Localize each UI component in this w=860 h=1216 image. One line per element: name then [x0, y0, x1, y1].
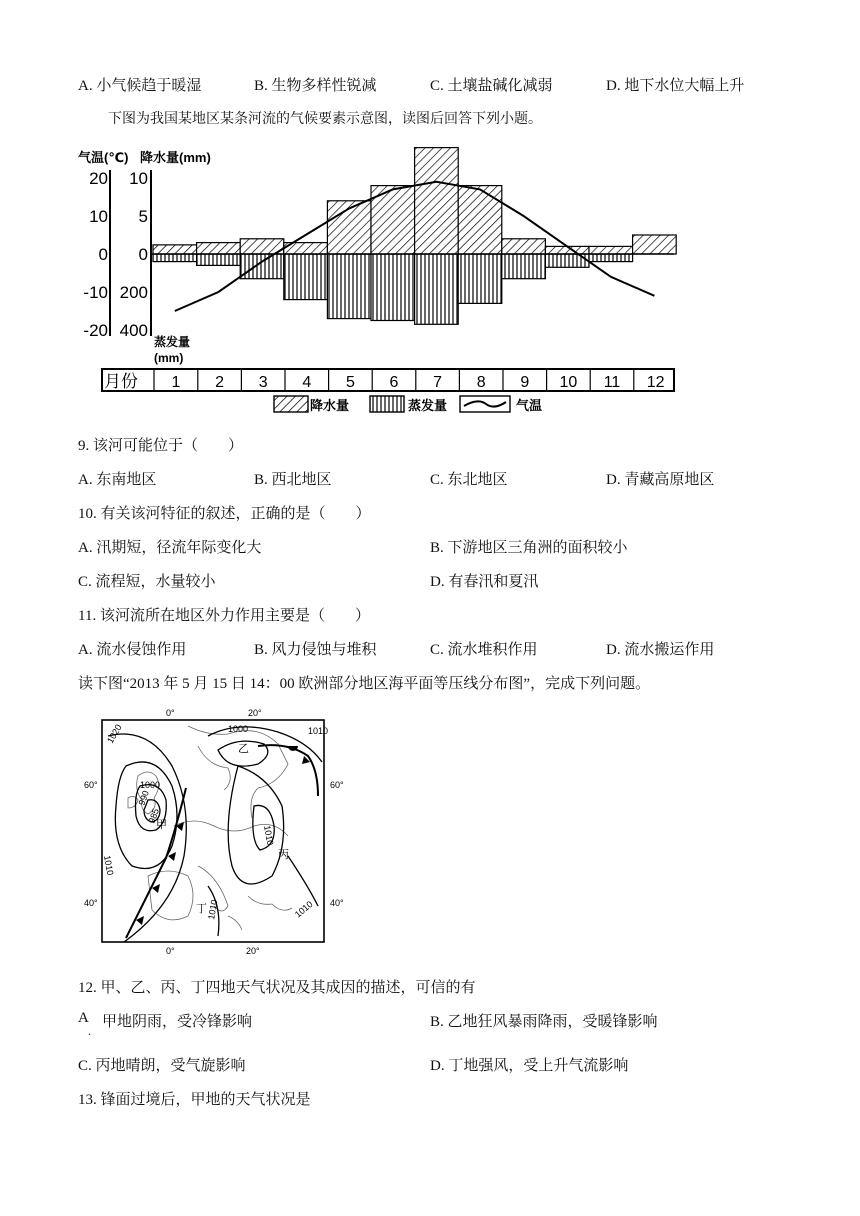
evap-unit-label: (mm)	[154, 351, 184, 365]
temp-tick: -10	[83, 283, 108, 302]
isobar-990: 990	[136, 789, 152, 807]
q10-option-b: B. 下游地区三角洲的面积较小	[430, 540, 628, 556]
month-tick: 11	[603, 374, 621, 391]
month-tick: 3	[258, 374, 268, 391]
evaporation-bar	[415, 254, 459, 324]
isobar-1010-west: 1010	[102, 854, 116, 877]
q10-option-a: A. 汛期短，径流年际变化大	[78, 540, 262, 556]
precip-tick: 5	[138, 207, 148, 226]
q9-stem: 9. 该河可能位于（ ）	[78, 438, 244, 454]
climate-chart	[76, 140, 686, 418]
precipitation-bar	[502, 239, 546, 254]
intro-chart: 下图为我国某地区某条河流的气候要素示意图，读图后回答下列小题。	[108, 112, 542, 127]
evaporation-bar	[327, 254, 371, 319]
q9-option-d: D. 青藏高原地区	[606, 472, 715, 488]
place-bing: 丙	[278, 848, 289, 861]
precip-tick: 0	[138, 245, 148, 264]
place-ding: 丁	[196, 902, 207, 915]
q8-option-a: A. 小气候趋于暖湿	[78, 78, 202, 94]
month-tick: 8	[476, 374, 486, 391]
evaporation-bar	[589, 254, 633, 262]
precipitation-bar	[197, 243, 241, 254]
precip-tick: 400	[119, 321, 148, 340]
precip-tick: 10	[129, 169, 148, 188]
month-tick: 1	[171, 374, 181, 391]
temp-axis-label: 气温(℃)	[78, 150, 129, 165]
month-tick: 10	[559, 374, 578, 391]
q10-stem: 10. 有关该河特征的叙述，正确的是（ ）	[78, 506, 371, 522]
isobar-1010-east: 1010	[262, 824, 276, 847]
precipitation-bar	[458, 186, 502, 254]
legend-precip-swatch	[274, 396, 308, 412]
q11-stem: 11. 该河流所在地区外力作用主要是（ ）	[78, 608, 370, 624]
evaporation-bar	[240, 254, 284, 279]
month-tick: 12	[646, 374, 665, 391]
isobar-1010-ne: 1010	[308, 726, 329, 736]
lat-right-40: 40°	[330, 898, 344, 908]
legend-evap: 蒸发量	[408, 398, 448, 413]
isobar-1010-se: 1010	[292, 898, 315, 920]
lon-bottom-0: 0°	[166, 946, 175, 956]
lat-right-60: 60°	[330, 780, 344, 790]
q12-option-d: D. 丁地强风，受上升气流影响	[430, 1058, 629, 1074]
place-yi: 乙	[238, 742, 249, 755]
q12-option-a-letter: A	[78, 1010, 89, 1026]
evaporation-bar	[153, 254, 197, 262]
q8-option-c: C. 土壤盐碱化减弱	[430, 78, 553, 94]
month-tick: 6	[389, 374, 399, 391]
temp-tick: 10	[89, 207, 108, 226]
lat-left-40: 40°	[84, 898, 98, 908]
isobar-1010-south: 1010	[206, 898, 220, 921]
lon-bottom-20: 20°	[246, 946, 260, 956]
q8-option-b: B. 生物多样性锐减	[254, 78, 377, 94]
q12-option-a: 甲地阴雨，受冷锋影响	[102, 1014, 253, 1030]
isobar-map	[78, 706, 358, 956]
q9-option-a: A. 东南地区	[78, 472, 157, 488]
lon-top-20: 20°	[248, 708, 262, 718]
month-tick: 7	[433, 374, 443, 391]
isobar-985: 985	[146, 807, 162, 825]
evaporation-bar	[284, 254, 328, 300]
temp-tick: 0	[98, 245, 108, 264]
q12-stem: 12. 甲、乙、丙、丁四地天气状况及其成因的描述，可信的有	[78, 980, 476, 996]
month-tick: 5	[345, 374, 355, 391]
q11-option-c: C. 流水堆积作用	[430, 642, 538, 658]
temp-tick: -20	[83, 321, 108, 340]
lat-left-60: 60°	[84, 780, 98, 790]
q12-option-b: B. 乙地狂风暴雨降雨，受暖锋影响	[430, 1014, 658, 1030]
q10-option-c: C. 流程短，水量较小	[78, 574, 216, 590]
month-tick: 4	[302, 374, 312, 391]
precip-tick: 200	[119, 283, 148, 302]
lon-top-0: 0°	[166, 708, 175, 718]
precipitation-bar	[153, 245, 197, 254]
q13-stem: 13. 锋面过境后，甲地的天气状况是	[78, 1092, 311, 1108]
place-jia: 甲	[156, 818, 167, 831]
precipitation-bar	[589, 246, 633, 254]
isobar-1020: 1020	[105, 722, 124, 745]
q8-option-d: D. 地下水位大幅上升	[606, 78, 745, 94]
temp-tick: 20	[89, 169, 108, 188]
isobar-1000-west: 1000	[140, 780, 161, 790]
q11-option-d: D. 流水搬运作用	[606, 642, 715, 658]
q9-option-b: B. 西北地区	[254, 472, 332, 488]
q11-option-a: A. 流水侵蚀作用	[78, 642, 187, 658]
evaporation-bar	[502, 254, 546, 279]
legend-evap-swatch	[370, 396, 404, 412]
precipitation-bar	[633, 235, 677, 254]
legend-precip: 降水量	[310, 398, 350, 413]
evaporation-bar	[371, 254, 415, 321]
legend-temp: 气温	[516, 398, 543, 413]
month-tick: 2	[215, 374, 225, 391]
evaporation-bar	[197, 254, 241, 265]
precip-axis-label: 降水量(mm)	[140, 150, 211, 165]
q10-option-d: D. 有春汛和夏汛	[430, 574, 539, 590]
q9-option-c: C. 东北地区	[430, 472, 508, 488]
evaporation-bar	[458, 254, 502, 303]
intro-map: 读下图“2013 年 5 月 15 日 14：00 欧洲部分地区海平面等压线分布图”，完成下列问题。	[78, 676, 651, 692]
month-tick: 9	[520, 374, 530, 391]
evap-axis-label: 蒸发量	[154, 335, 191, 349]
isobar-1000-north: 1000	[228, 724, 249, 734]
q11-option-b: B. 风力侵蚀与堆积	[254, 642, 377, 658]
precipitation-bar	[415, 148, 459, 254]
q12-option-c: C. 丙地晴朗，受气旋影响	[78, 1058, 246, 1074]
month-axis-label: 月份	[104, 372, 138, 391]
